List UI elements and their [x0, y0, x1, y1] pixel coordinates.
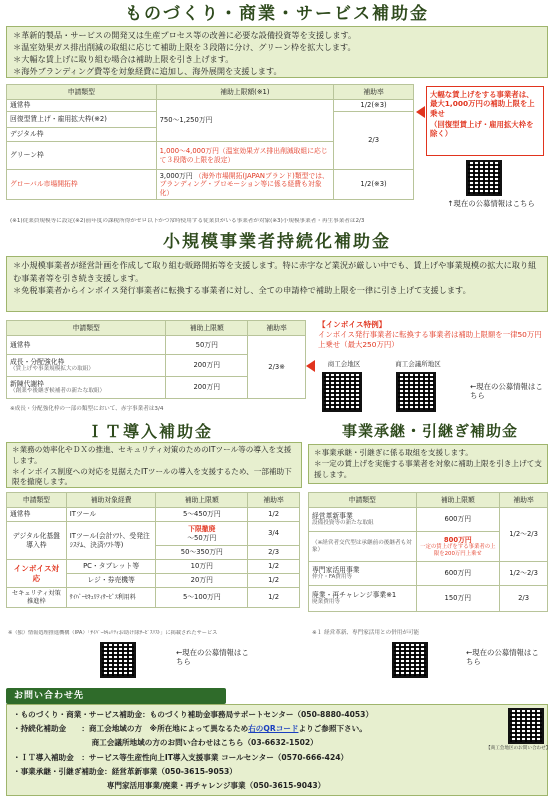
mono-row-type: デジタル枠 [7, 128, 157, 142]
shokei-row [309, 586, 417, 612]
shokei-row-limit: 150万円 [416, 586, 500, 612]
shokibo-row-limit: 50万円 [166, 336, 248, 355]
shokibo-header: 補助上限額 [166, 321, 248, 336]
shokibo-row-type: 成長・分配強化枠 [10, 357, 65, 366]
it-row-rate: 1/2 [248, 588, 300, 608]
mono-table [6, 84, 414, 200]
shokei-header: 補助率 [500, 493, 548, 508]
shokibo-callout-body: インボイス発行事業者に転換する事業者は補助上限額を一律50万円上乗せ（最大250万円） [318, 330, 542, 349]
it-row-expense: ｻｲﾊﾞｰｾｷｭﾘﾃｨｻｰﾋﾞｽ利用料 [66, 588, 156, 608]
it-row-limit: 20万円 [156, 574, 248, 588]
it-row-rate: 1/2 [248, 508, 300, 522]
it-row-limit-cell [156, 522, 248, 546]
it-qr-code[interactable] [100, 642, 136, 678]
contact-title: お問い合わせ先 [14, 691, 85, 701]
it-header: 補助上限額 [156, 493, 248, 508]
shokei-header: 申請類型 [309, 493, 417, 508]
shokibo-row-limit: 200万円 [166, 377, 248, 399]
contact-line: ・ものづくり・商業・サービス補助金：ものづくり補助金事務局サポートセンター（050-8880-4053） [13, 710, 374, 719]
it-table [6, 492, 300, 608]
shokei-row-sub: 仲介・FA費用等 [312, 574, 353, 581]
mono-row-type: 通常枠 [7, 100, 157, 112]
shokei-wage-cell [416, 532, 500, 562]
it-bullets [6, 442, 302, 488]
it-qr-caption: ←現在の公募情報はこちら [176, 648, 249, 667]
shokibo-row-type: 新陳代謝枠 [10, 379, 44, 388]
it-row-rate: 3/4 [248, 522, 300, 546]
shokei-row-sub: （※経営者交代型は承継前の後継者も対象） [309, 532, 417, 562]
mono-row-type: 回復型賃上げ・雇用拡大枠(※2) [7, 112, 157, 128]
mono-limit-green: 1,000～4,000万円（温室効果ガス排出削減取組に応じて３段階の上限を設定） [156, 142, 334, 170]
contact-line: 商工会議所地域の方のお問い合わせはこちら（03-6632-1502） [13, 738, 318, 748]
shokei-qr-caption: ←現在の公募情報はこちら [466, 648, 539, 667]
shokei-row-limit: 600万円 [416, 508, 500, 532]
shokibo-qr2-label: 商工会議所地区 [395, 360, 441, 368]
shokei-row-type: 廃業・再チャレンジ事業※1 [312, 590, 397, 599]
shokei-header: 補助上限額 [416, 493, 500, 508]
shokibo-note: ※成長・分配強化枠の一部の類型において、赤字事業者は3/4 [10, 406, 164, 412]
contact-title-bar [6, 688, 226, 704]
it-row-limit: 5～450万円 [156, 508, 248, 522]
shokei-table [308, 492, 548, 612]
shokei-row-limit: 600万円 [416, 562, 500, 586]
contact-line: 専門家活用事業/廃業・再チャレンジ事業（050-3615-9043） [13, 781, 326, 791]
mono-limit-global-note: （海外市場開拓(JAPANブランド)類型では、ブランディング・プロモーション等に係る経費も対象化） [159, 171, 329, 197]
it-header: 補助対象経費 [66, 493, 156, 508]
contact-line: ・持続化補助金 ：商工会地域の方 ※所在地によって異なるため [13, 724, 249, 734]
shokei-bullets [308, 444, 548, 484]
it-row-type: デジタル化基盤導入枠 [7, 522, 67, 560]
mono-row-type: グリーン枠 [7, 142, 157, 170]
mono-callout [426, 86, 544, 156]
it-row-limit: 5～100万円 [156, 588, 248, 608]
it-title: ＩＴ導入補助金 [86, 422, 213, 441]
mono-note: (※1)従業員規模等に設定(※2)前年度の課税所得がゼロ以下かつ常時使用する従業員がいる事業者が対象(※3)小規模事業者・再生事業者は2/3 [10, 218, 365, 224]
shokei-note: ※１ 経営革新、専門家活用との併用が可能 [312, 630, 420, 636]
mono-limit-global [156, 170, 334, 200]
shokibo-row-limit: 200万円 [166, 355, 248, 377]
contact-box [6, 704, 551, 796]
mono-bullet: ＊温室効果ガス排出削減の取組に応じて補助上限を３段階に分け、グリーン枠を拡大します。 [13, 42, 356, 52]
it-row-limit: 50～350万円 [156, 546, 248, 560]
contact-qr-code[interactable] [508, 708, 544, 744]
mono-bullet: ＊革新的製品・サービスの開発又は生産プロセス等の改善に必要な設備投資等を支援します。 [13, 30, 357, 40]
it-invoice-label: インボイス対応 [7, 560, 67, 588]
mono-limit: 750～1,250万円 [156, 100, 334, 142]
shokibo-qr2-code[interactable] [396, 372, 436, 412]
mono-bullet: ＊海外ブランディング費等を対象経費に追加し、海外展開を支援します。 [13, 66, 282, 76]
mono-header: 補助率 [334, 85, 414, 100]
it-row-rate: 1/2 [248, 560, 300, 574]
shokibo-row-sub: （創業や後継ぎ候補者の新たな取組） [10, 388, 106, 395]
shokei-row-sub: 設備投資等の新たな取組 [312, 520, 374, 527]
shokei-row-limit: 800万円 [443, 535, 472, 544]
contact-line-shokibo [13, 722, 541, 736]
shokei-bullet: ＊一定の賃上げを実施する事業者を対象に補助上限を引き上げて支援します。 [314, 459, 542, 479]
shokibo-row-sub: （賃上げや事業規模拡大の取組） [10, 366, 94, 373]
shokei-row-rate: 2/3 [500, 586, 548, 612]
it-header: 補助率 [248, 493, 300, 508]
shokibo-callout-arrow [306, 360, 315, 372]
shokei-row [309, 562, 417, 586]
shokei-row-type: 専門家活用事業 [312, 565, 360, 574]
mono-header: 申請類型 [7, 85, 157, 100]
shokibo-table [6, 320, 306, 399]
mono-callout-title: 大幅な賃上げをする事業者は、最大1,000万円の補助上限を上乗せ [430, 90, 535, 118]
shokibo-title: 小規模事業者持続化補助金 [163, 232, 391, 252]
mono-rate: 1/2(※3) [334, 100, 414, 112]
it-lower-removed: 下限撤廃 [188, 525, 216, 534]
it-row-limit: 10万円 [156, 560, 248, 574]
shokei-row-rate: 1/2～2/3 [500, 508, 548, 562]
mono-rate: 1/2(※3) [334, 170, 414, 200]
shokibo-callout-title: 【インボイス特例】 [318, 320, 387, 329]
shokei-bullet: ＊事業承継・引継ぎに係る取組を支援します。 [314, 448, 473, 457]
shokei-row-type: 経営革新事業 [312, 511, 353, 520]
shokibo-callout [318, 320, 546, 349]
it-row-type: セキュリティ対策推進枠 [7, 588, 67, 608]
mono-rate: 2/3 [334, 112, 414, 170]
shokei-row-rate: 1/2～2/3 [500, 562, 548, 586]
mono-bullet: ＊大幅な賃上げに取り組む場合は補助上限を引き上げます。 [13, 54, 234, 64]
shokibo-qr1-label: 商工会地区 [327, 360, 361, 368]
it-row-limit: ～50万円 [187, 533, 217, 542]
it-row-type: 通常枠 [7, 508, 67, 522]
it-row-expense: ITツール(会計ｿﾌﾄ、受発注ｼｽﾃﾑ、決済ｿﾌﾄ等) [66, 522, 156, 560]
shokibo-qr-caption: ←現在の公募情報はこちら [470, 382, 543, 401]
contact-line: ・ＩＴ導入補助金 ：サービス等生産性向上IT導入支援事業 コールセンター（0570-666-424） [13, 752, 349, 762]
shokibo-qr1-code[interactable] [322, 372, 362, 412]
shokei-title: 事業承継・引継ぎ補助金 [341, 422, 518, 440]
shokibo-row [7, 377, 166, 399]
contact-link-suffix: よりご参照下さい。 [298, 724, 367, 734]
mono-title: ものづくり・商業・サービス補助金 [125, 4, 429, 24]
contact-qr-link[interactable]: 右のQRコード [248, 724, 299, 734]
shokibo-bullets [6, 256, 548, 312]
mono-limit-global-amount: 3,000万円 [159, 171, 193, 180]
it-bullet: ＊インボイス制度への対応を見据えたITツールの導入を支援するため、一部補助下限を撤廃します。 [12, 466, 292, 487]
shokibo-header: 申請類型 [7, 321, 166, 336]
contact-qr-caption: 【商工会地区のお問い合わせ】 [486, 746, 551, 751]
mono-callout-note: （回復型賃上げ・雇用拡大枠を除く） [430, 119, 534, 138]
it-note: ※（独）情報処理推進機構（IPA）「ｻｲﾊﾞｰｾｷｭﾘﾃｨお助け隊ｻｰﾋﾞｽﾘｽﾄ」に掲載されたサービス [8, 630, 218, 636]
shokibo-rate: 2/3※ [248, 336, 306, 399]
shokibo-bullet: ＊小規模事業者が経営計画を作成して取り組む販路開拓等を支援します。特に赤字など業況が厳しい中でも、賃上げや事業規模の拡大に取り組む事業者等を引き続き支援します。 [13, 260, 537, 283]
mono-bullets [6, 26, 548, 78]
shokibo-header: 補助率 [248, 321, 306, 336]
mono-row-type: グローバル市場開拓枠 [7, 170, 157, 200]
mono-qr-code[interactable] [466, 160, 502, 196]
mono-header: 補助上限額(※1) [156, 85, 334, 100]
shokei-row [309, 508, 417, 532]
shokei-wage-note: 一定の賃上げをする事業者の上限を200万円上乗せ [420, 543, 496, 557]
shokei-row-sub: 廃業費用等 [312, 599, 340, 606]
contact-line: ・事業承継・引継ぎ補助金：経営革新事業（050-3615-9053） [13, 766, 237, 776]
shokibo-bullet: ＊免税事業者からインボイス発行事業者に転換する事業者に対し、全ての申請枠で補助上限を一律に引き上げて支援します。 [13, 285, 471, 296]
it-row-expense: PC・タブレット等 [66, 560, 156, 574]
shokibo-row [7, 355, 166, 377]
shokibo-row-type: 通常枠 [7, 336, 166, 355]
it-row-rate: 2/3 [248, 546, 300, 560]
it-row-expense: ITツール [66, 508, 156, 522]
mono-callout-arrow [416, 106, 425, 118]
it-bullet: ＊業務の効率化やＤＸの推進、セキュリティ対策のためのITツール等の導入を支援します。 [12, 445, 292, 465]
mono-qr-caption: ↑現在の公募情報はこちら [447, 199, 535, 208]
it-row-rate: 1/2 [248, 574, 300, 588]
it-header: 申請類型 [7, 493, 67, 508]
shokei-qr-code[interactable] [392, 642, 428, 678]
it-row-expense: レジ・券売機等 [66, 574, 156, 588]
